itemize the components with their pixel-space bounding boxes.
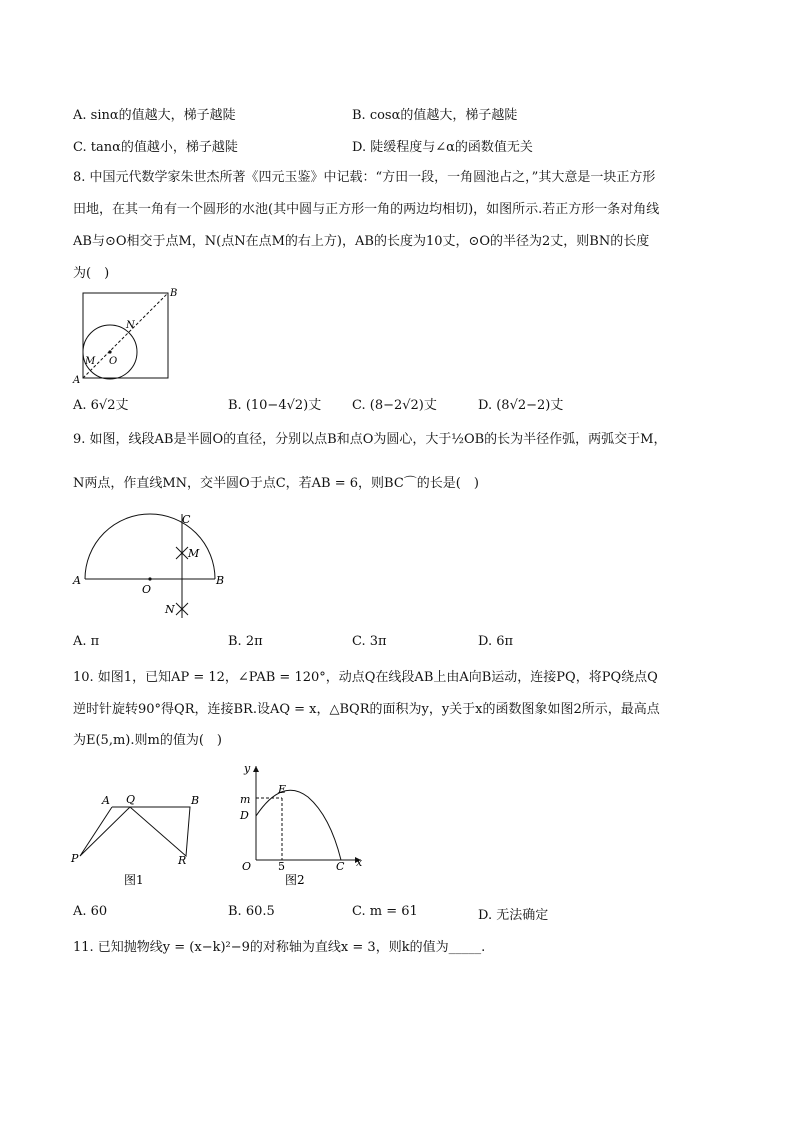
q9-option-d: D. 6π	[478, 634, 514, 649]
q10-option-b: B. 60.5	[228, 904, 275, 919]
q9-label-n: N	[165, 603, 175, 616]
q10-fig1-label-b: B	[191, 794, 200, 807]
q8-label-n: N	[126, 320, 135, 331]
q9-figure	[68, 506, 238, 626]
q8-option-c: C. (8−2√2)丈	[352, 398, 437, 413]
q10-fig2-label-c: C	[336, 860, 345, 873]
q7-option-d: D. 陡缓程度与∠α的函数值无关	[352, 140, 533, 155]
q10-fig2-label-x: x	[356, 856, 363, 869]
q9-label-a: A	[73, 574, 81, 587]
q8-label-b: B	[170, 288, 178, 299]
q8-line-1: 8. 中国元代数学家朱世杰所著《四元玉鉴》中记载：“方田一段，一角圆池占之，”其大意是一块正方形	[73, 170, 656, 185]
q9-label-c: C	[182, 513, 191, 526]
q8-label-m: M	[85, 356, 96, 367]
q9-option-a: A. π	[73, 634, 100, 649]
q10-fig2-label-y: y	[244, 762, 251, 775]
q10-line-2: 逆时针旋转90°得QR，连接BR.设AQ = x，△BQR的面积为y，y关于x的函数图象如图2所示，最高点	[73, 702, 660, 717]
q10-fig1-caption: 图1	[124, 873, 144, 887]
q10-fig2-label-5: 5	[278, 860, 285, 873]
q10-option-d: D. 无法确定	[478, 908, 549, 923]
q11-text: 11. 已知抛物线y = (x−k)²−9的对称轴为直线x = 3，则k的值为_____.	[73, 940, 486, 955]
q9-label-m: M	[188, 547, 200, 560]
q10-fig1-label-r: R	[178, 854, 187, 867]
q8-figure	[72, 286, 184, 386]
q10-fig2-label-o: O	[242, 860, 252, 873]
q10-fig1-label-q: Q	[126, 793, 136, 806]
q10-fig2-label-d: D	[240, 809, 249, 822]
q9-line-2: N两点，作直线MN，交半圆O于点C，若AB = 6，则BC⌒的长是( )	[73, 476, 479, 491]
q9-label-o: O	[142, 583, 152, 596]
q8-line-3: AB与⊙O相交于点M，N(点N在点M的右上方)，AB的长度为10丈，⊙O的半径为2丈，则BN的长度	[73, 234, 650, 249]
q10-fig2-caption: 图2	[285, 873, 305, 887]
q8-line-2: 田地，在其一角有一个圆形的水池(其中圆与正方形一角的两边均相切)，如图所示.若正方形一条对角线	[73, 202, 660, 217]
q10-fig1-label-p: P	[71, 852, 79, 865]
q10-fig2-label-m: m	[240, 793, 251, 806]
q9-line-1: 9. 如图，线段AB是半圆O的直径，分别以点B和点O为圆心，大于½OB的长为半径作弧，两弧交于M，	[73, 432, 667, 447]
q10-line-3: 为E(5,m).则m的值为( )	[73, 733, 222, 748]
q8-line-4: 为( )	[73, 266, 110, 281]
q10-fig2-label-e: E	[278, 783, 287, 796]
q7-option-a: A. sinα的值越大，梯子越陡	[73, 108, 236, 123]
q8-option-d: D. (8√2−2)丈	[478, 398, 564, 413]
q8-option-b: B. (10−4√2)丈	[228, 398, 322, 413]
q10-option-c: C. m = 61	[352, 904, 418, 919]
q9-option-b: B. 2π	[228, 634, 263, 649]
q10-fig1-label-a: A	[102, 794, 110, 807]
q9-option-c: C. 3π	[352, 634, 387, 649]
q10-figure-1	[66, 788, 216, 890]
q8-label-o: O	[109, 356, 118, 367]
q10-figure-2	[233, 760, 371, 890]
q8-label-a: A	[73, 375, 81, 386]
q10-line-1: 10. 如图1，已知AP = 12，∠PAB = 120°，动点Q在线段AB上由A向B运动，连接PQ，将PQ绕点Q	[73, 670, 658, 685]
q7-option-b: B. cosα的值越大，梯子越陡	[352, 108, 518, 123]
q8-option-a: A. 6√2丈	[73, 398, 129, 413]
q10-option-a: A. 60	[73, 904, 108, 919]
q9-label-b: B	[216, 574, 225, 587]
q7-option-c: C. tanα的值越小，梯子越陡	[73, 140, 238, 155]
